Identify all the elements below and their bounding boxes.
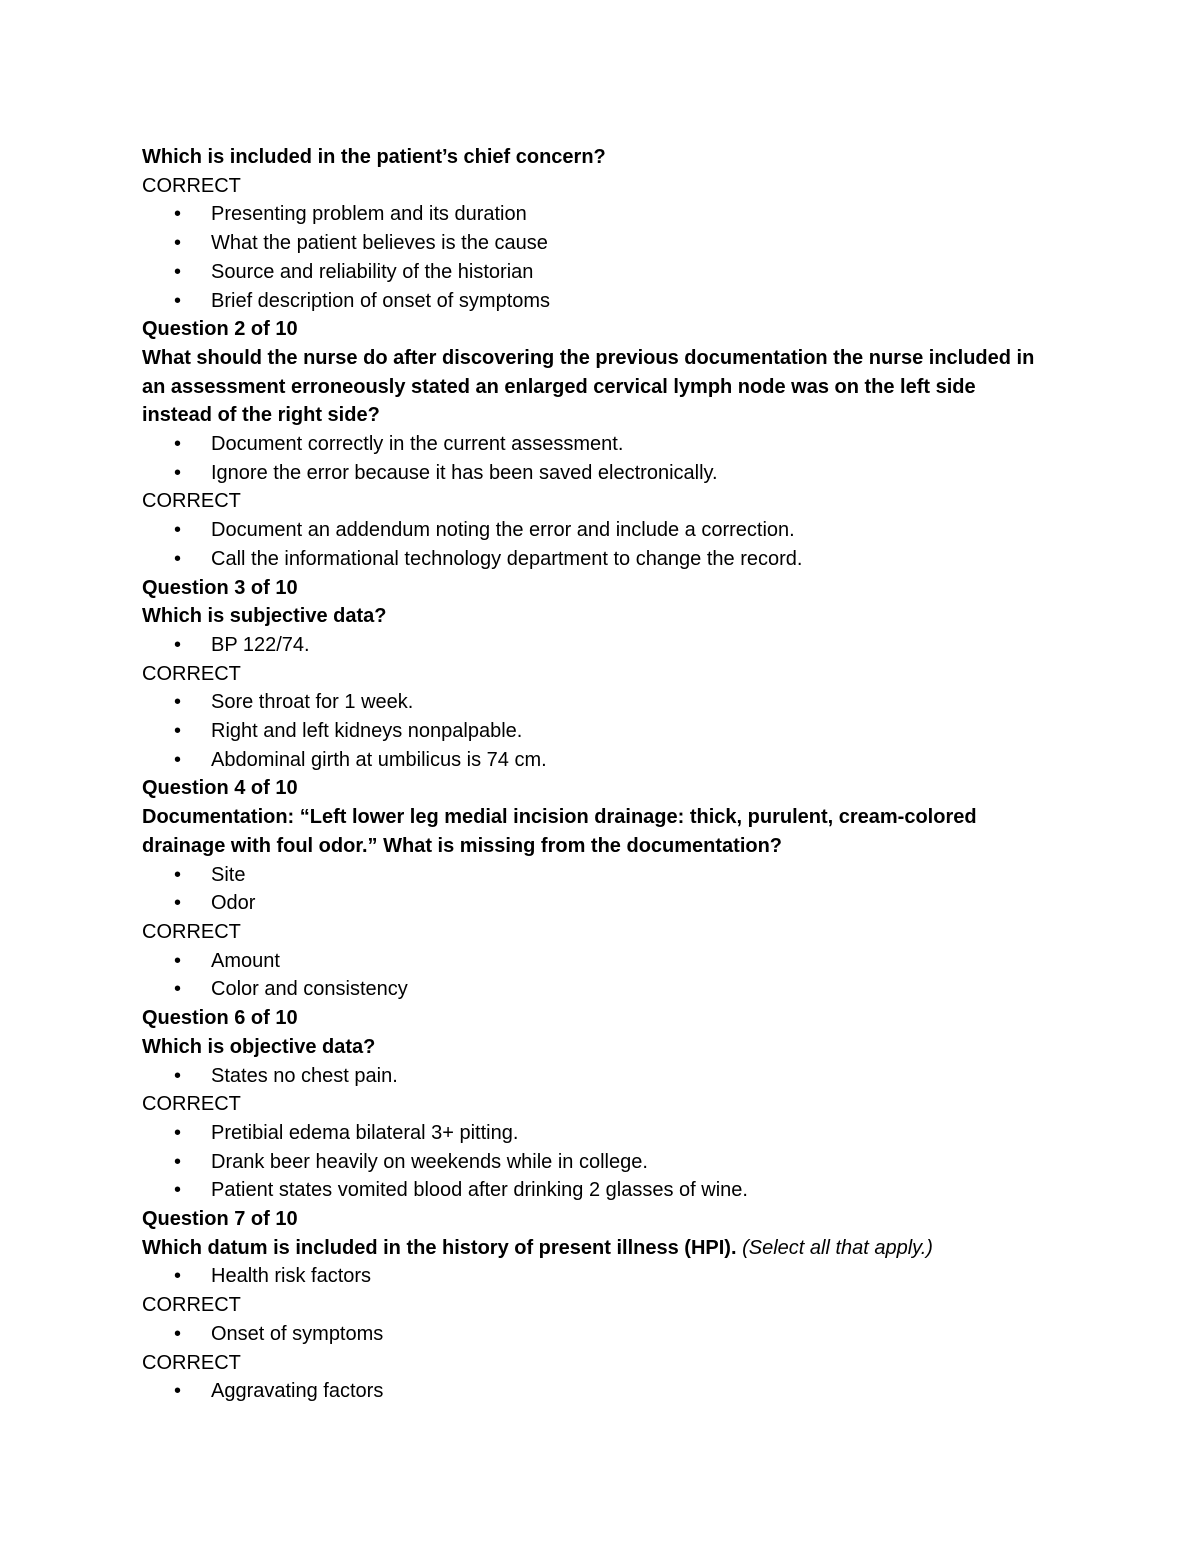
answer-option-text: Odor — [211, 892, 256, 915]
question-text: drainage with foul odor.” What is missing from the documentation? — [142, 834, 783, 857]
answer-option-text: Brief description of onset of symptoms — [211, 289, 551, 312]
answer-option-text: States no chest pain. — [211, 1064, 398, 1087]
question-header: Question 6 of 10 — [142, 1007, 298, 1030]
answer-option-text: Patient states vomited blood after drinking 2 glasses of wine. — [211, 1179, 748, 1202]
answer-option-text: Document correctly in the current assessment. — [211, 433, 624, 456]
question-text: Documentation: “Left lower leg medial incision drainage: thick, purulent, cream-colored — [142, 806, 977, 829]
bullet-icon: • — [174, 1121, 182, 1144]
question-header: Question 7 of 10 — [142, 1208, 298, 1231]
answer-option — [142, 545, 1082, 574]
answer-option — [142, 1377, 1082, 1406]
answer-option-text: What the patient believes is the cause — [211, 232, 548, 255]
question-text: instead of the right side? — [142, 404, 380, 427]
bullet-icon: • — [174, 892, 182, 915]
answer-option — [142, 889, 1082, 918]
answer-option — [142, 1176, 1082, 1205]
bullet-icon: • — [174, 1064, 182, 1087]
bullet-icon: • — [174, 1150, 182, 1173]
bullet-icon: • — [174, 1265, 182, 1288]
question-note: (Select all that apply.) — [742, 1236, 933, 1259]
correct-label: CORRECT — [142, 490, 241, 513]
answer-option-text: Right and left kidneys nonpalpable. — [211, 720, 523, 743]
answer-option — [142, 1262, 1082, 1291]
question-header: Question 2 of 10 — [142, 318, 298, 341]
question-text: Which is objective data? — [142, 1035, 376, 1058]
answer-option — [142, 688, 1082, 717]
answer-option-text: Aggravating factors — [211, 1380, 384, 1403]
bullet-icon: • — [174, 691, 182, 714]
question-header: Question 3 of 10 — [142, 576, 298, 599]
answer-option — [142, 516, 1082, 545]
answer-option — [142, 258, 1082, 287]
answer-option-text: Document an addendum noting the error and include a correction. — [211, 519, 795, 542]
bullet-icon: • — [174, 461, 182, 484]
answer-option-text: Site — [211, 863, 246, 886]
question-header: Question 4 of 10 — [142, 777, 298, 800]
bullet-icon: • — [174, 748, 182, 771]
answer-option — [142, 1148, 1082, 1177]
answer-option — [142, 1320, 1082, 1349]
correct-label: CORRECT — [142, 174, 241, 197]
answer-option — [142, 631, 1082, 660]
answer-option-text: Drank beer heavily on weekends while in college. — [211, 1150, 648, 1173]
answer-option-text: Call the informational technology department to change the record. — [211, 547, 803, 570]
question-text: an assessment erroneously stated an enlarged cervical lymph node was on the left side — [142, 375, 976, 398]
answer-option-text: Abdominal girth at umbilicus is 74 cm. — [211, 748, 547, 771]
bullet-icon: • — [174, 433, 182, 456]
answer-option — [142, 287, 1082, 316]
answer-option — [142, 861, 1082, 890]
bullet-icon: • — [174, 633, 182, 656]
answer-option — [142, 200, 1082, 229]
answer-option-text: Health risk factors — [211, 1265, 372, 1288]
bullet-icon: • — [174, 949, 182, 972]
answer-option-text: Sore throat for 1 week. — [211, 691, 414, 714]
answer-option — [142, 717, 1082, 746]
answer-option — [142, 229, 1082, 258]
bullet-icon: • — [174, 978, 182, 1001]
answer-option — [142, 746, 1082, 775]
question-text: Which is subjective data? — [142, 605, 387, 628]
bullet-icon: • — [174, 260, 182, 283]
bullet-icon: • — [174, 547, 182, 570]
bullet-icon: • — [174, 519, 182, 542]
correct-label: CORRECT — [142, 662, 241, 685]
answer-option — [142, 975, 1082, 1004]
answer-option — [142, 459, 1082, 488]
correct-label: CORRECT — [142, 920, 241, 943]
answer-option — [142, 1062, 1082, 1091]
question-text: What should the nurse do after discovering the previous documentation the nurse included in — [142, 346, 1035, 369]
answer-option — [142, 947, 1082, 976]
bullet-icon: • — [174, 1380, 182, 1403]
bullet-icon: • — [174, 289, 182, 312]
answer-option — [142, 1119, 1082, 1148]
bullet-icon: • — [174, 232, 182, 255]
bullet-icon: • — [174, 1179, 182, 1202]
answer-option-text: Ignore the error because it has been saved electronically. — [211, 461, 718, 484]
bullet-icon: • — [174, 863, 182, 886]
answer-option-text: Presenting problem and its duration — [211, 203, 527, 226]
bullet-icon: • — [174, 203, 182, 226]
question-text: Which is included in the patient’s chief concern? — [142, 146, 606, 168]
document-page — [142, 143, 1082, 1406]
bullet-icon: • — [174, 1322, 182, 1345]
answer-option-text: Onset of symptoms — [211, 1322, 384, 1345]
correct-label: CORRECT — [142, 1351, 241, 1374]
bullet-icon: • — [174, 720, 182, 743]
question-text — [142, 1234, 1082, 1263]
answer-option-text: BP 122/74. — [211, 633, 310, 656]
answer-option-text: Amount — [211, 949, 280, 972]
answer-option — [142, 430, 1082, 459]
answer-option-text: Source and reliability of the historian — [211, 260, 534, 283]
answer-option-text: Pretibial edema bilateral 3+ pitting. — [211, 1121, 519, 1144]
question-text-main: Which datum is included in the history of present illness (HPI). — [142, 1236, 737, 1259]
correct-label: CORRECT — [142, 1093, 241, 1116]
answer-option-text: Color and consistency — [211, 978, 408, 1001]
correct-label: CORRECT — [142, 1294, 241, 1317]
